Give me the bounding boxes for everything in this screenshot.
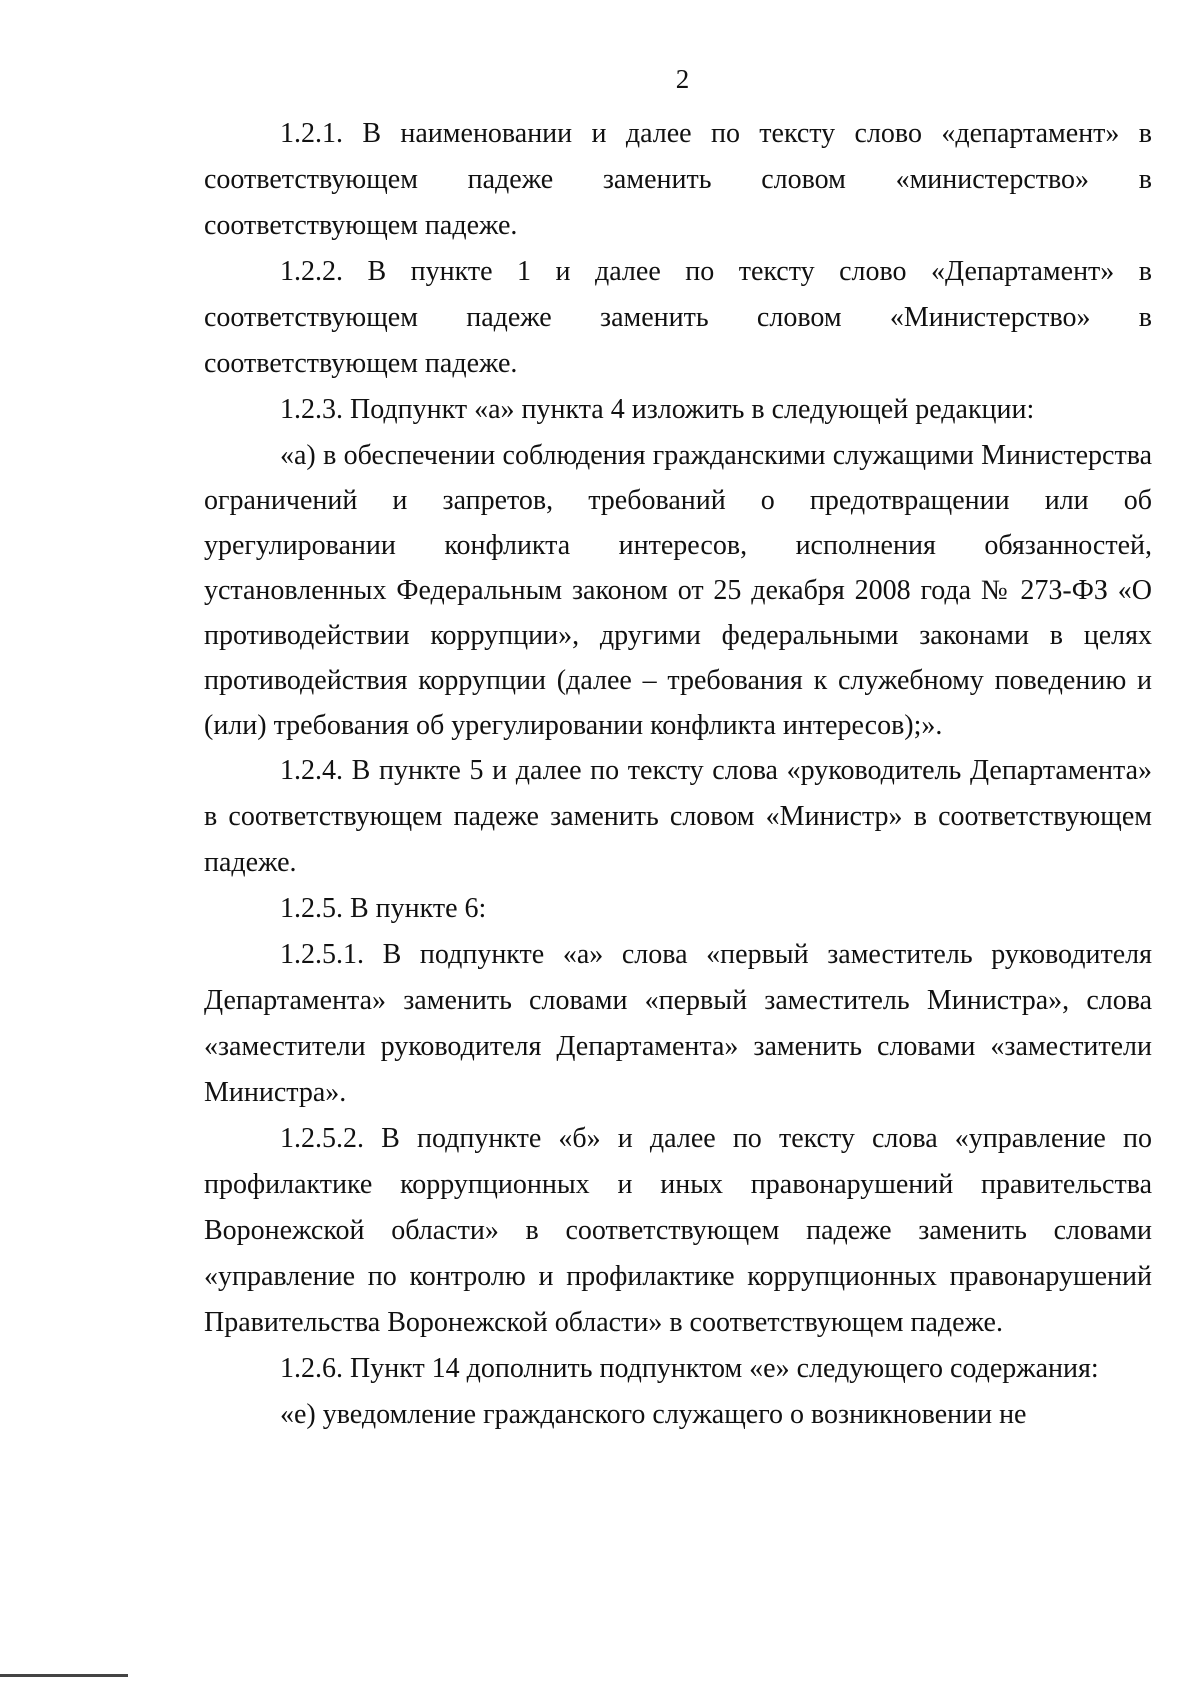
document-body [204, 111, 1152, 1438]
paragraph-1-2-3: 1.2.3. Подпункт «а» пункта 4 изложить в следующей редакции: [280, 394, 1035, 425]
paragraph-1-2-4: 1.2.4. В пункте 5 и далее по тексту слова «руководитель Департамента» в соответствующем падеже заменить словом «Министр» в соответствующем падеже. [204, 755, 1152, 878]
paragraph-subitem-a: «а) в обеспечении соблюдения гражданскими служащими Министерства ограничений и запретов, требований о предотвращении или об урегулировании конфликта интересов, исполнения обязанностей, установленных Федеральным законом от 25 декабря 2008 года № 273-ФЗ «О противодействии коррупции», другими федеральными законами в целях противодействия коррупции (далее – требования к служебному поведению и (или) требования об урегулировании конфликта интересов);». [204, 440, 1152, 741]
paragraph-1-2-5-1: 1.2.5.1. В подпункте «а» слова «первый заместитель руководителя Департамента» заменить словами «первый заместитель Министра», слова «заместители руководителя Департамента» заменить словами «заместители Министра». [204, 939, 1152, 1108]
paragraph-1-2-2: 1.2.2. В пункте 1 и далее по тексту слово «Департамент» в соответствующем падеже заменить словом «Министерство» в соответствующем падеже. [204, 256, 1152, 379]
footer-rule [0, 1674, 128, 1677]
paragraph-1-2-1: 1.2.1. В наименовании и далее по тексту слово «департамент» в соответствующем падеже заменить словом «министерство» в соответствующем падеже. [204, 118, 1152, 241]
paragraph-1-2-5-2: 1.2.5.2. В подпункте «б» и далее по тексту слова «управление по профилактике коррупционных и иных правонарушений правительства Воронежской области» в соответствующем падеже заменить словами «управление по контролю и профилактике коррупционных правонарушений Правительства Воронежской области» в соответствующем падеже. [204, 1123, 1152, 1338]
page-number: 2 [675, 64, 690, 94]
paragraph-1-2-6: 1.2.6. Пункт 14 дополнить подпунктом «е» следующего содержания: [280, 1353, 1099, 1384]
paragraph-1-2-5: 1.2.5. В пункте 6: [280, 893, 487, 924]
paragraph-subitem-e: «е) уведомление гражданского служащего о возникновении не [280, 1399, 1027, 1430]
